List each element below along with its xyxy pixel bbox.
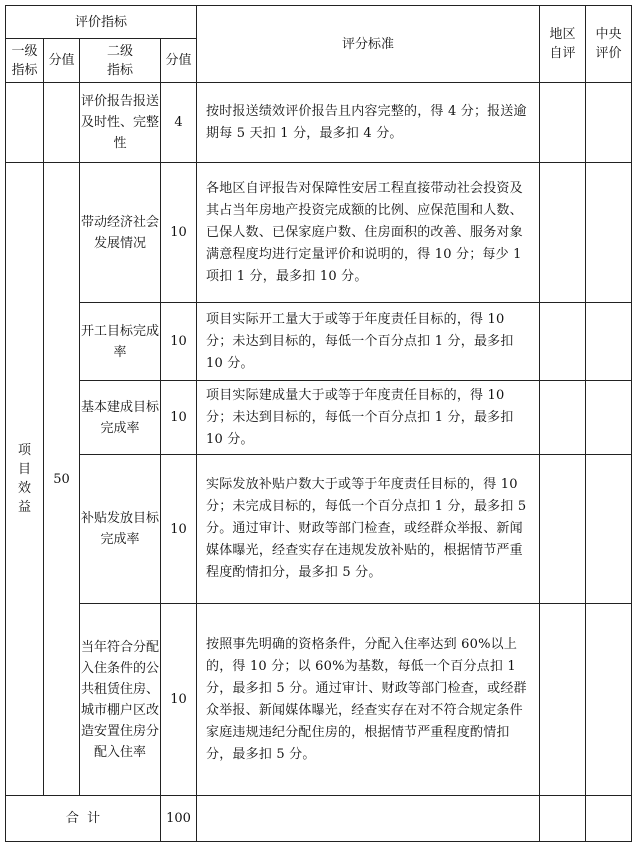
total-score: 100	[161, 796, 197, 842]
table-row	[6, 455, 632, 604]
central-eval-cell	[586, 604, 632, 796]
evaluation-table	[5, 5, 632, 842]
level2-score: 4	[161, 83, 197, 163]
table-row	[6, 303, 632, 381]
central-eval-cell	[586, 303, 632, 381]
level2-score: 10	[161, 455, 197, 604]
level1-score: 50	[44, 163, 80, 796]
region-eval-cell	[540, 796, 586, 842]
criteria-text: 各地区自评报告对保障性安居工程直接带动社会投资及其占当年房地产投资完成额的比例、应保范围和人数、已保人数、已保家庭户数、住房面积的改善、服务对象满意程度均进行定量评价和说明的，得 10 分；每少 1 项扣 1 分，最多扣 10 分。	[197, 163, 540, 303]
header-level1: 一级 指标	[6, 39, 44, 83]
header-row-1	[6, 6, 632, 39]
central-eval-cell	[586, 455, 632, 604]
header-score2: 分值	[161, 39, 197, 83]
header-level2: 二级 指标	[80, 39, 161, 83]
level2-score: 10	[161, 604, 197, 796]
criteria-text: 按时报送绩效评价报告且内容完整的，得 4 分；报送逾期每 5 天扣 1 分，最多扣 4 分。	[197, 83, 540, 163]
criteria-text: 项目实际开工量大于或等于年度责任目标的，得 10 分；未达到目标的，每低一个百分点扣 1 分，最多扣 10 分。	[197, 303, 540, 381]
level1-indicator-label: 项目效益	[17, 442, 31, 515]
central-eval-cell	[586, 83, 632, 163]
region-eval-cell	[540, 604, 586, 796]
header-indicator-group: 评价指标	[6, 6, 197, 39]
table-row	[6, 83, 632, 163]
level2-score: 10	[161, 381, 197, 455]
header-central-eval: 中央 评价	[586, 6, 632, 83]
level1-indicator-project-benefit	[6, 163, 44, 796]
criteria-text: 项目实际建成量大于或等于年度责任目标的，得 10 分；未达到目标的，每低一个百分点扣 1 分，最多扣 10 分。	[197, 381, 540, 455]
evaluation-table-sheet	[5, 5, 632, 842]
criteria-text: 按照事先明确的资格条件，分配入住率达到 60%以上的，得 10 分；以 60%为基数，每低一个百分点扣 1 分，最多扣 5 分。通过审计、财政等部门检查，或经群众举报、新闻媒体曝光，经查实存在对不符合规定条件家庭违规违纪分配住房的，根据情节严重程度酌情扣分，最多扣 5 分。	[197, 604, 540, 796]
region-eval-cell	[540, 381, 586, 455]
table-row	[6, 381, 632, 455]
central-eval-cell	[586, 381, 632, 455]
header-region-eval: 地区 自评	[540, 6, 586, 83]
level2-indicator: 带动经济社会发展情况	[80, 163, 161, 303]
table-row	[6, 604, 632, 796]
criteria-text: 实际发放补贴户数大于或等于年度责任目标的，得 10 分；未完成目标的，每低一个百分点扣 1 分，最多扣 5 分。通过审计、财政等部门检查，或经群众举报、新闻媒体曝光，经查实存在违规发放补贴的，根据情节严重程度酌情扣分，最多扣 5 分。	[197, 455, 540, 604]
level2-indicator: 补贴发放目标完成率	[80, 455, 161, 604]
total-criteria-cell	[197, 796, 540, 842]
table-row	[6, 163, 632, 303]
level2-score: 10	[161, 303, 197, 381]
region-eval-cell	[540, 303, 586, 381]
central-eval-cell	[586, 796, 632, 842]
level2-indicator: 当年符合分配入住条件的公共租赁住房、城市棚户区改造安置住房分配入住率	[80, 604, 161, 796]
level2-indicator: 评价报告报送及时性、完整性	[80, 83, 161, 163]
region-eval-cell	[540, 83, 586, 163]
level2-indicator: 基本建成目标完成率	[80, 381, 161, 455]
region-eval-cell	[540, 163, 586, 303]
score-cell-empty	[44, 83, 80, 163]
level1-cell-empty	[6, 83, 44, 163]
region-eval-cell	[540, 455, 586, 604]
header-score: 分值	[44, 39, 80, 83]
header-criteria: 评分标准	[197, 6, 540, 83]
level2-score: 10	[161, 163, 197, 303]
level2-indicator: 开工目标完成率	[80, 303, 161, 381]
total-row	[6, 796, 632, 842]
total-label: 合 计	[6, 796, 161, 842]
central-eval-cell	[586, 163, 632, 303]
